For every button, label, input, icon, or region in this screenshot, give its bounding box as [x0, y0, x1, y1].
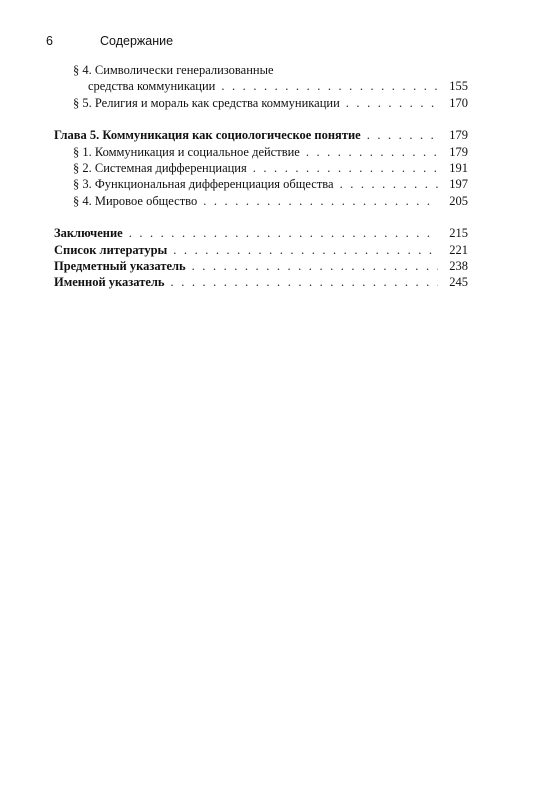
toc-entry-page: 197 [449, 177, 468, 192]
dot-leader [300, 144, 438, 160]
toc-entry-title: Именной указатель [54, 275, 165, 290]
spacer [54, 111, 468, 127]
toc-entry-title: средства коммуникации [88, 79, 216, 94]
toc-entry-functional-differentiation [54, 176, 468, 192]
toc-entry-symbolic-media-line1 [54, 62, 468, 78]
dot-leader [215, 78, 438, 94]
toc-entry-symbolic-media-line2 [54, 78, 468, 94]
toc-entry-title: § 1. Коммуникация и социальное действие [73, 144, 300, 159]
dot-leader [186, 258, 438, 274]
page-number: 6 [46, 34, 53, 48]
toc-entry-world-society [54, 193, 468, 209]
dot-leader [361, 127, 438, 143]
toc-entry-title: Заключение [54, 226, 123, 241]
toc-chapter-title: Глава 5. Коммуникация как социологическое понятие [54, 128, 361, 143]
toc-entry-subject-index [54, 258, 468, 274]
toc-entry-title: § 5. Религия и мораль как средства коммуникации [73, 95, 340, 110]
toc-entry-name-index [54, 274, 468, 290]
dot-leader [197, 193, 438, 209]
toc-entry-conclusion [54, 225, 468, 241]
toc-entry-title: § 2. Системная дифференциация [73, 160, 247, 175]
dot-leader [334, 176, 438, 192]
toc-entry-communication-action [54, 144, 468, 160]
dot-leader [123, 225, 438, 241]
toc-entry-system-differentiation [54, 160, 468, 176]
toc-entry-page: 238 [449, 258, 468, 273]
dot-leader [165, 274, 438, 290]
toc-entry-religion-morality [54, 95, 468, 111]
toc-entry-page: 221 [449, 242, 468, 257]
toc-entry-bibliography [54, 242, 468, 258]
toc-entry-title: § 4. Символически генерализованные [73, 63, 274, 77]
page-header [46, 32, 486, 50]
toc-entry-page: 191 [449, 160, 468, 175]
toc-entry-title: Список литературы [54, 242, 168, 257]
toc-entry-page: 245 [449, 275, 468, 290]
toc-chapter-5 [54, 127, 468, 143]
running-head: Содержание [100, 34, 174, 48]
toc-entry-page: 205 [449, 193, 468, 208]
toc-chapter-page: 179 [449, 128, 468, 143]
toc-entry-page: 170 [449, 95, 468, 110]
dot-leader [167, 242, 438, 258]
toc-entry-page: 215 [449, 226, 468, 241]
dot-leader [247, 160, 438, 176]
dot-leader [340, 95, 438, 111]
toc-entry-title: § 3. Функциональная дифференциация общества [73, 177, 334, 192]
toc-entry-page: 179 [449, 144, 468, 159]
toc-entry-page: 155 [449, 79, 468, 94]
spacer [54, 209, 468, 225]
toc-entry-title: Предметный указатель [54, 258, 186, 273]
toc-entry-title: § 4. Мировое общество [73, 193, 198, 208]
table-of-contents [54, 62, 468, 291]
